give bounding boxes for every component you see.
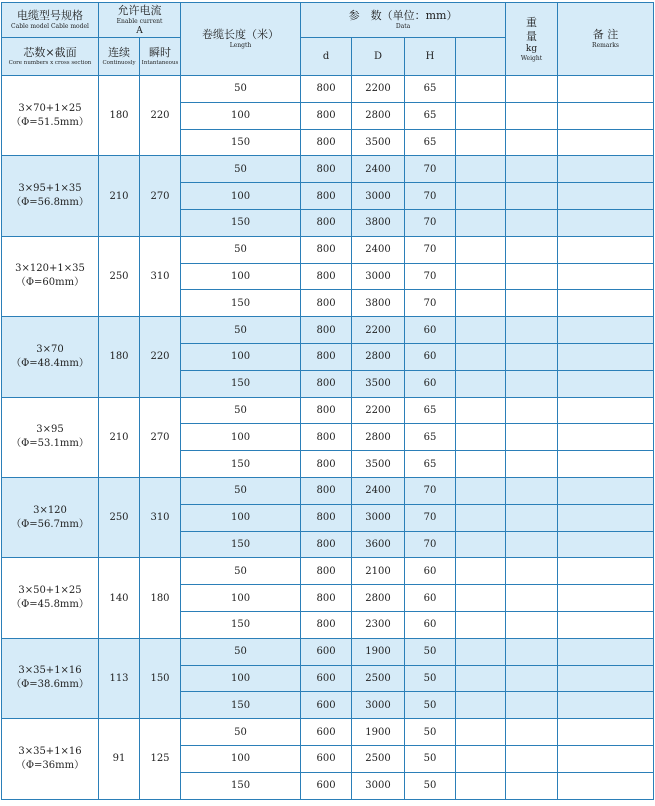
D-cell: 2500 <box>352 745 405 772</box>
H-cell: 70 <box>405 236 456 263</box>
H-cell: 65 <box>405 451 456 478</box>
remarks-cell <box>558 477 654 504</box>
H-cell: 70 <box>405 531 456 558</box>
header-current-unit: A <box>136 25 143 36</box>
header-params <box>301 3 506 38</box>
H-cell: 50 <box>405 772 456 799</box>
cable-model-cell <box>2 236 99 316</box>
blank-cell <box>456 611 506 638</box>
D-cell: 2100 <box>352 558 405 585</box>
table-row <box>2 236 654 263</box>
header-model <box>2 3 99 38</box>
instant-current: 310 <box>140 236 181 316</box>
cable-model: 3×120+1×35 <box>15 263 85 275</box>
H-cell: 70 <box>405 263 456 290</box>
d-cell: 800 <box>301 343 352 370</box>
length-cell: 50 <box>181 719 301 746</box>
H-cell: 65 <box>405 397 456 424</box>
remarks-cell <box>558 451 654 478</box>
instant-current: 270 <box>140 156 181 236</box>
header-remarks-zh: 备 注 <box>592 28 619 41</box>
d-cell: 800 <box>301 531 352 558</box>
blank-cell <box>456 451 506 478</box>
d-cell: 800 <box>301 156 352 183</box>
d-cell: 800 <box>301 397 352 424</box>
length-cell: 100 <box>181 424 301 451</box>
table-row <box>2 397 654 424</box>
remarks-cell <box>558 76 654 103</box>
cable-diameter: （Φ=53.1mm） <box>11 438 89 450</box>
instant-current: 310 <box>140 477 181 557</box>
blank-cell <box>456 424 506 451</box>
H-cell: 60 <box>405 370 456 397</box>
header-instant <box>140 38 181 76</box>
table-row <box>2 317 654 344</box>
continuous-current: 91 <box>99 719 140 799</box>
remarks-cell <box>558 290 654 317</box>
length-cell: 150 <box>181 611 301 638</box>
continuous-current: 210 <box>99 156 140 236</box>
length-cell: 50 <box>181 397 301 424</box>
continuous-current: 250 <box>99 477 140 557</box>
length-cell: 100 <box>181 585 301 612</box>
table-row <box>2 76 654 103</box>
blank-cell <box>456 745 506 772</box>
blank-cell <box>456 183 506 210</box>
table-row <box>2 638 654 665</box>
weight-cell <box>506 745 558 772</box>
length-cell: 100 <box>181 665 301 692</box>
length-cell: 50 <box>181 156 301 183</box>
H-cell: 60 <box>405 343 456 370</box>
table-row <box>2 719 654 746</box>
instant-current: 220 <box>140 317 181 397</box>
weight-cell <box>506 719 558 746</box>
D-cell: 2400 <box>352 156 405 183</box>
weight-cell <box>506 397 558 424</box>
H-cell: 70 <box>405 477 456 504</box>
D-cell: 2400 <box>352 236 405 263</box>
table-row <box>2 156 654 183</box>
header-continuous-en: Continuosly <box>102 60 136 66</box>
header-length <box>181 3 301 76</box>
weight-cell <box>506 76 558 103</box>
weight-cell <box>506 370 558 397</box>
cable-model: 3×35+1×16 <box>18 665 82 677</box>
D-cell: 3000 <box>352 504 405 531</box>
cable-diameter: （Φ=51.5mm） <box>11 116 89 128</box>
length-cell: 100 <box>181 102 301 129</box>
table-header <box>2 3 654 76</box>
header-model-en: Cable model Cable model <box>11 23 89 30</box>
continuous-current: 250 <box>99 236 140 316</box>
length-cell: 150 <box>181 772 301 799</box>
header-continuous <box>99 38 140 76</box>
header-remarks-en: Remarks <box>592 42 619 49</box>
length-cell: 100 <box>181 183 301 210</box>
blank-cell <box>456 263 506 290</box>
header-instant-en: Intantaneous <box>141 60 179 66</box>
weight-cell <box>506 477 558 504</box>
blank-cell <box>456 156 506 183</box>
blank-cell <box>456 638 506 665</box>
weight-cell <box>506 129 558 156</box>
header-core-zh: 芯数×截面 <box>23 46 77 59</box>
d-cell: 800 <box>301 317 352 344</box>
length-cell: 100 <box>181 343 301 370</box>
remarks-cell <box>558 719 654 746</box>
cable-diameter: （Φ=56.7mm） <box>11 518 89 530</box>
d-cell: 800 <box>301 558 352 585</box>
cable-model-cell <box>2 558 99 638</box>
D-cell: 2800 <box>352 424 405 451</box>
D-cell: 3500 <box>352 370 405 397</box>
table-row <box>2 477 654 504</box>
cable-spec-table <box>1 2 654 800</box>
D-cell: 3800 <box>352 290 405 317</box>
header-current-zh: 允许电流 <box>117 3 162 17</box>
D-cell: 2800 <box>352 585 405 612</box>
D-cell: 3000 <box>352 692 405 719</box>
cable-model-cell <box>2 638 99 718</box>
d-cell: 600 <box>301 692 352 719</box>
instant-current: 125 <box>140 719 181 799</box>
weight-cell <box>506 772 558 799</box>
d-cell: 800 <box>301 263 352 290</box>
blank-cell <box>456 477 506 504</box>
weight-cell <box>506 317 558 344</box>
H-cell: 50 <box>405 745 456 772</box>
remarks-cell <box>558 772 654 799</box>
remarks-cell <box>558 558 654 585</box>
remarks-cell <box>558 102 654 129</box>
H-cell: 65 <box>405 76 456 103</box>
length-cell: 100 <box>181 745 301 772</box>
D-cell: 2200 <box>352 397 405 424</box>
blank-cell <box>456 504 506 531</box>
blank-cell <box>456 370 506 397</box>
cable-diameter: （Φ=60mm） <box>15 277 85 289</box>
remarks-cell <box>558 611 654 638</box>
header-length-en: Length <box>229 42 252 49</box>
continuous-current: 180 <box>99 76 140 156</box>
D-cell: 2200 <box>352 76 405 103</box>
d-cell: 600 <box>301 665 352 692</box>
weight-cell <box>506 504 558 531</box>
d-cell: 800 <box>301 76 352 103</box>
weight-cell <box>506 236 558 263</box>
length-cell: 50 <box>181 638 301 665</box>
cable-model: 3×95 <box>36 424 64 436</box>
cable-model: 3×120 <box>33 504 67 516</box>
table-body <box>2 76 654 800</box>
d-cell: 800 <box>301 585 352 612</box>
cable-model: 3×50+1×25 <box>18 585 82 597</box>
weight-cell <box>506 531 558 558</box>
length-cell: 150 <box>181 209 301 236</box>
continuous-current: 210 <box>99 397 140 477</box>
remarks-cell <box>558 317 654 344</box>
header-current-en: Enable current <box>116 17 163 25</box>
instant-current: 270 <box>140 397 181 477</box>
cable-model-cell <box>2 317 99 397</box>
weight-cell <box>506 263 558 290</box>
header-weight <box>506 3 558 76</box>
remarks-cell <box>558 638 654 665</box>
length-cell: 50 <box>181 76 301 103</box>
D-cell: 1900 <box>352 638 405 665</box>
weight-cell <box>506 156 558 183</box>
weight-cell <box>506 451 558 478</box>
header-weight-zh2: 量 <box>526 29 538 43</box>
H-cell: 70 <box>405 504 456 531</box>
header-D: D <box>352 38 405 76</box>
length-cell: 100 <box>181 263 301 290</box>
header-model-zh: 电缆型号规格 <box>17 9 83 22</box>
remarks-cell <box>558 370 654 397</box>
blank-cell <box>456 102 506 129</box>
cable-diameter: （Φ=38.6mm） <box>11 679 89 691</box>
H-cell: 50 <box>405 719 456 746</box>
remarks-cell <box>558 585 654 612</box>
length-cell: 150 <box>181 692 301 719</box>
length-cell: 50 <box>181 558 301 585</box>
weight-cell <box>506 183 558 210</box>
header-d: d <box>301 38 352 76</box>
instant-current: 220 <box>140 76 181 156</box>
H-cell: 65 <box>405 424 456 451</box>
H-cell: 70 <box>405 290 456 317</box>
weight-cell <box>506 638 558 665</box>
d-cell: 800 <box>301 451 352 478</box>
cable-diameter: （Φ=48.4mm） <box>11 357 89 369</box>
remarks-cell <box>558 209 654 236</box>
cable-model-cell <box>2 397 99 477</box>
H-cell: 60 <box>405 611 456 638</box>
continuous-current: 180 <box>99 317 140 397</box>
header-params-zh: 参 数（单位：mm） <box>348 9 458 22</box>
blank-cell <box>456 129 506 156</box>
remarks-cell <box>558 692 654 719</box>
d-cell: 600 <box>301 638 352 665</box>
blank-cell <box>456 585 506 612</box>
instant-current: 150 <box>140 638 181 718</box>
length-cell: 50 <box>181 477 301 504</box>
blank-cell <box>456 531 506 558</box>
blank-cell <box>456 719 506 746</box>
header-H: H <box>405 38 456 76</box>
blank-cell <box>456 290 506 317</box>
header-instant-zh: 瞬时 <box>149 46 171 59</box>
d-cell: 800 <box>301 209 352 236</box>
D-cell: 1900 <box>352 719 405 746</box>
D-cell: 2500 <box>352 665 405 692</box>
header-params-en: Data <box>395 23 411 30</box>
D-cell: 3000 <box>352 183 405 210</box>
d-cell: 800 <box>301 183 352 210</box>
cable-model: 3×35+1×16 <box>18 745 82 757</box>
weight-cell <box>506 102 558 129</box>
remarks-cell <box>558 504 654 531</box>
H-cell: 70 <box>405 209 456 236</box>
length-cell: 150 <box>181 451 301 478</box>
cable-model-cell <box>2 477 99 557</box>
length-cell: 100 <box>181 504 301 531</box>
weight-cell <box>506 585 558 612</box>
d-cell: 800 <box>301 102 352 129</box>
length-cell: 150 <box>181 370 301 397</box>
D-cell: 2400 <box>352 477 405 504</box>
length-cell: 150 <box>181 531 301 558</box>
blank-cell <box>456 209 506 236</box>
remarks-cell <box>558 531 654 558</box>
header-weight-unit: kg <box>525 43 538 54</box>
header-weight-en: Weight <box>520 54 543 62</box>
H-cell: 70 <box>405 156 456 183</box>
D-cell: 2300 <box>352 611 405 638</box>
d-cell: 800 <box>301 504 352 531</box>
remarks-cell <box>558 156 654 183</box>
cable-model-cell <box>2 76 99 156</box>
blank-cell <box>456 236 506 263</box>
remarks-cell <box>558 236 654 263</box>
instant-current: 180 <box>140 558 181 638</box>
d-cell: 800 <box>301 236 352 263</box>
cable-model: 3×70+1×25 <box>18 102 82 114</box>
cable-model: 3×70 <box>36 343 64 355</box>
d-cell: 800 <box>301 611 352 638</box>
cable-diameter: （Φ=56.8mm） <box>11 197 89 209</box>
cable-diameter: （Φ=36mm） <box>15 759 85 771</box>
D-cell: 3000 <box>352 263 405 290</box>
H-cell: 50 <box>405 638 456 665</box>
remarks-cell <box>558 343 654 370</box>
table-row <box>2 558 654 585</box>
length-cell: 50 <box>181 236 301 263</box>
blank-cell <box>456 665 506 692</box>
H-cell: 65 <box>405 102 456 129</box>
d-cell: 600 <box>301 719 352 746</box>
header-weight-zh1: 重 <box>526 15 538 29</box>
H-cell: 50 <box>405 692 456 719</box>
remarks-cell <box>558 263 654 290</box>
cable-model-cell <box>2 156 99 236</box>
D-cell: 3800 <box>352 209 405 236</box>
header-core <box>2 38 99 76</box>
D-cell: 3500 <box>352 129 405 156</box>
weight-cell <box>506 343 558 370</box>
weight-cell <box>506 558 558 585</box>
H-cell: 70 <box>405 183 456 210</box>
weight-cell <box>506 611 558 638</box>
header-continuous-zh: 连续 <box>108 46 130 59</box>
length-cell: 150 <box>181 290 301 317</box>
H-cell: 60 <box>405 317 456 344</box>
weight-cell <box>506 665 558 692</box>
d-cell: 800 <box>301 477 352 504</box>
header-length-zh: 卷缆长度（米） <box>202 28 280 41</box>
weight-cell <box>506 692 558 719</box>
blank-cell <box>456 317 506 344</box>
H-cell: 60 <box>405 585 456 612</box>
continuous-current: 113 <box>99 638 140 718</box>
cable-diameter: （Φ=45.8mm） <box>11 599 89 611</box>
weight-cell <box>506 290 558 317</box>
continuous-current: 140 <box>99 558 140 638</box>
remarks-cell <box>558 183 654 210</box>
header-blank <box>456 38 506 76</box>
d-cell: 800 <box>301 290 352 317</box>
D-cell: 3000 <box>352 772 405 799</box>
d-cell: 800 <box>301 370 352 397</box>
d-cell: 800 <box>301 129 352 156</box>
length-cell: 150 <box>181 129 301 156</box>
cable-model-cell <box>2 719 99 799</box>
D-cell: 3600 <box>352 531 405 558</box>
H-cell: 65 <box>405 129 456 156</box>
cable-model: 3×95+1×35 <box>18 183 82 195</box>
blank-cell <box>456 692 506 719</box>
remarks-cell <box>558 424 654 451</box>
remarks-cell <box>558 745 654 772</box>
remarks-cell <box>558 129 654 156</box>
blank-cell <box>456 397 506 424</box>
weight-cell <box>506 209 558 236</box>
header-remarks <box>558 3 654 76</box>
blank-cell <box>456 76 506 103</box>
blank-cell <box>456 343 506 370</box>
blank-cell <box>456 772 506 799</box>
d-cell: 600 <box>301 772 352 799</box>
D-cell: 2800 <box>352 343 405 370</box>
header-current <box>99 3 181 38</box>
header-core-en: Core numbers x cross section <box>8 60 92 66</box>
weight-cell <box>506 424 558 451</box>
blank-cell <box>456 558 506 585</box>
D-cell: 2200 <box>352 317 405 344</box>
H-cell: 60 <box>405 558 456 585</box>
remarks-cell <box>558 665 654 692</box>
length-cell: 50 <box>181 317 301 344</box>
D-cell: 3500 <box>352 451 405 478</box>
remarks-cell <box>558 397 654 424</box>
D-cell: 2800 <box>352 102 405 129</box>
H-cell: 50 <box>405 665 456 692</box>
d-cell: 600 <box>301 745 352 772</box>
d-cell: 800 <box>301 424 352 451</box>
